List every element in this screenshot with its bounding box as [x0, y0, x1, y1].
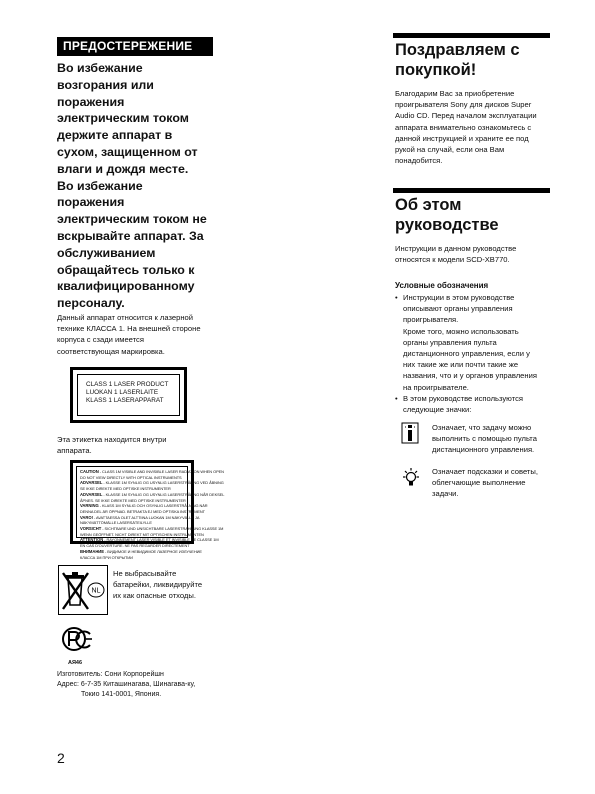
warning-line: Во избежание: [57, 178, 143, 193]
about-title-line: Об этом: [395, 196, 462, 214]
laser-product-label-inner: [77, 374, 180, 416]
hint-icon-note: [432, 466, 538, 500]
warning-line: Во избежание: [57, 61, 143, 75]
inside-label-note: [57, 434, 247, 456]
caution-label-inner: [76, 466, 225, 560]
warning-bold-text: [57, 60, 222, 312]
icon-note-line: Означает, что задачу можно: [432, 423, 532, 432]
battery-note-line: батарейки, ликвидируйте: [113, 580, 203, 590]
congrats-line: данной инструкцией и храните ее под: [395, 133, 529, 143]
warning-line: возгорания или: [57, 77, 154, 92]
battery-note-line: их как опасные отходы.: [113, 591, 196, 601]
cert-code: АЯ46: [67, 660, 83, 666]
caution-label-text: ÅPNES. SE IKKE DIREKTE MED OPTISKE INSTRUMENTER: [80, 497, 186, 503]
warning-line: электрическим током: [57, 111, 189, 126]
pct-certification-icon: [60, 625, 94, 655]
caution-label-text: КЛАССА 1M ПРИ ОТКРЫТИИ: [80, 554, 133, 560]
list-item: [395, 292, 555, 393]
bullet-line: органы управления пульта: [403, 337, 497, 347]
caution-label-text: DENNA DEL ÄR ÖPPNAD. BETRAKTA EJ MED OPTISKA INSTRUMENT: [80, 508, 206, 514]
remote-control-icon: [401, 422, 419, 444]
warning-line: вскрывайте аппарат. За: [57, 228, 204, 243]
lightbulb-hint-icon: [401, 467, 421, 489]
manufacturer-line: Токио 141-0001, Япония.: [81, 691, 162, 699]
caution-label-text: - RAYONNEMENT LASER VISIBLE ET INVISIBLE DE CLASSE 1M: [104, 537, 219, 543]
caution-label-lead: ATTENTION: [80, 537, 104, 543]
caution-label-text: - KLASS 1M SYNLIG OCH OSYNLIG LASERSTRÅLNING NÄR: [99, 503, 208, 509]
caution-label-text: - ВИДИМОЕ И НЕВИДИМОЕ ЛАЗЕРНОЕ ИЗЛУЧЕНИЕ: [105, 548, 202, 554]
battery-note: [113, 568, 233, 602]
icon-note-line: выполнить с помощью пульта: [432, 434, 537, 444]
bullet-line: них такие же или почти такие же: [403, 360, 519, 370]
bullet-line: следующие значки:: [403, 405, 472, 415]
bullet-line: на проигрывателе.: [403, 382, 469, 392]
inside-label-line: аппарата.: [57, 446, 92, 456]
congrats-title-line: Поздравляем с: [395, 41, 520, 59]
warning-line: электрическим током не: [57, 212, 207, 227]
manufacturer-info: [57, 670, 195, 701]
bullet-mark: •: [395, 393, 398, 403]
caution-label-lead: VARO!: [80, 514, 93, 520]
about-line: относятся к модели SCD-XB770.: [395, 255, 510, 265]
page-number: 2: [57, 750, 65, 766]
remote-icon-note: [432, 422, 537, 456]
congrats-line: рукой на случай, если она Вам: [395, 145, 505, 155]
inside-label-line: Эта этикетка находится внутри: [57, 435, 167, 444]
about-title: [395, 196, 499, 235]
congrats-line: проигрывателя Sony для дисков Super: [395, 100, 532, 110]
caution-label-lead: ВНИМАНИЕ: [80, 548, 104, 554]
laser-note-line: корпуса с сзади имеется: [57, 335, 144, 345]
certification-mark: [60, 625, 94, 665]
laser-label-line: KLASS 1 LASERAPPARAT: [86, 397, 164, 405]
bullet-line: названия, что и у органов управления: [403, 371, 537, 381]
manufacturer-line: Изготовитель: Сони Корпорейшн: [57, 671, 164, 678]
caution-label-lead: ADVARSEL: [80, 480, 103, 486]
laser-note-line: соответствующая маркировка.: [57, 346, 165, 356]
caution-label-text: DO NOT VIEW DIRECTLY WITH OPTICAL INSTRUMENTS: [80, 474, 182, 480]
battery-recycle-mark: [58, 565, 108, 615]
section-rule-congrats: [393, 33, 550, 38]
crossed-bin-icon: [58, 565, 108, 615]
congrats-body: [395, 88, 555, 166]
caution-label-lead: CAUTION: [80, 469, 99, 474]
caution-label-lead: VARNING: [80, 503, 99, 509]
caution-label-lead: ADVARSEL: [80, 491, 103, 497]
congrats-line: Audio CD. Перед началом эксплуатации: [395, 111, 537, 121]
bullet-line: Инструкции в этом руководстве: [403, 293, 515, 302]
bullet-mark: •: [395, 293, 398, 302]
about-line: Инструкции в данном руководстве: [395, 244, 517, 253]
icon-note-line: облегчающие выполнение: [432, 478, 526, 488]
warning-line: поражения: [57, 195, 125, 210]
warning-line: обращайтесь только к: [57, 262, 195, 277]
section-rule-about: [393, 188, 550, 193]
icon-note-line: задачи.: [432, 489, 459, 499]
laser-label-line: CLASS 1 LASER PRODUCT: [86, 381, 169, 388]
caution-label-text: - CLASS 1M VISIBLE AND INVISIBLE LASER RADIATION WHEN OPEN: [99, 469, 224, 474]
bullet-line: проигрывателя.: [403, 315, 459, 325]
laser-product-label: [70, 367, 187, 423]
caution-label-lead: VORSICHT: [80, 526, 102, 532]
congrats-title-line: покупкой!: [395, 60, 477, 79]
manufacturer-line: Адрес: 6-7-35 Киташинагава, Шинагава-ку,: [57, 681, 196, 689]
caution-label: [70, 460, 225, 560]
bullet-line: дистанционного управления, если у: [403, 349, 530, 359]
warning-line: влаги и дождя месте.: [57, 161, 189, 176]
laser-label-line: LUOKAN 1 LASERLAITE: [86, 389, 159, 397]
caution-label-text: NÄKYMÄTTÖMÄLLE LASERSÄTEILYLLE: [80, 520, 152, 526]
warning-heading: ПРЕДОСТЕРЕЖЕНИЕ: [57, 37, 213, 56]
warning-line: персоналу.: [57, 296, 125, 311]
warning-line: квалифицированному: [57, 279, 195, 294]
caution-label-text: WENN GEÖFFNET. NICHT DIREKT MIT OPTISCHEN INSTRUMENTEN: [80, 531, 204, 537]
caution-label-text: SE IKKE DIREKTE MED OPTISKE INSTRUMENTER: [80, 486, 171, 492]
bullet-line: Кроме того, можно использовать: [403, 326, 519, 336]
laser-note-line: технике КЛАССА 1. На внешней стороне: [57, 324, 201, 334]
icon-note-line: Означает подсказки и советы,: [432, 467, 538, 476]
warning-line: сухом, защищенном от: [57, 144, 198, 159]
congrats-title: [395, 41, 520, 80]
caution-label-text: - KLASSE 1M SYNLIG OG USYNLIG LASERSTRÅLING VED ÅBNING: [103, 480, 224, 486]
bullet-line: В этом руководстве используются: [403, 393, 524, 403]
caution-label-row: [80, 556, 184, 560]
laser-note-line: Данный аппарат относится к лазерной: [57, 313, 194, 322]
about-title-line: руководстве: [395, 215, 499, 234]
conventions-list: [395, 292, 555, 415]
congrats-line: понадобится.: [395, 156, 443, 166]
warning-line: обслуживанием: [57, 245, 156, 260]
conventions-heading: Условные обозначения: [395, 281, 489, 290]
bullet-line: описывают органы управления: [403, 304, 513, 314]
laser-class-note: [57, 312, 247, 357]
congrats-line: Благодарим Вас за приобретение: [395, 89, 515, 98]
warning-line: держите аппарат в: [57, 128, 173, 143]
caution-label-text: - SICHTBARE UND UNSICHTBARE LASERSTRAHLUNG KLASSE 1M: [102, 526, 224, 532]
caution-label-text: - KLASSE 1M SYNLIG OG USYNLIG LASERSTRÅLING NÅR DEKSEL: [103, 491, 225, 497]
congrats-line: аппарата внимательно ознакомьтесь с: [395, 122, 532, 132]
about-body: [395, 243, 555, 265]
caution-label-text: EN CAS D'OUVERTURE. NE PAS REGARDER DIRECTEMENT: [80, 543, 190, 549]
recycle-mark-text: NL: [91, 587, 101, 595]
warning-line: поражения: [57, 94, 125, 109]
icon-note-line: дистанционного управления.: [432, 445, 535, 455]
battery-note-line: Не выбрасывайте: [113, 569, 177, 578]
list-item: [395, 393, 555, 415]
caution-label-text: - AVATTAESSA OLET ALTTIINA LUOKAN 1M NÄKYVÄLLE JA: [93, 514, 200, 520]
